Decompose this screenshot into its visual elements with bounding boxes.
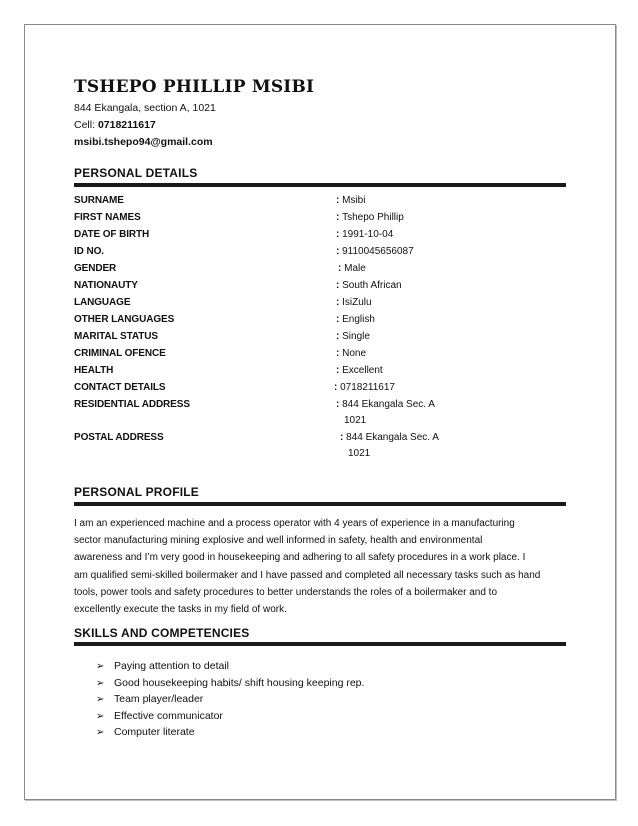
detail-value: [336, 314, 375, 325]
arrow-bullet-icon: ➢: [96, 694, 105, 705]
profile-line: excellently execute the tasks in my field of work.: [74, 604, 287, 615]
colon-separator: :: [336, 212, 343, 223]
detail-value-text: 844 Ekangala Sec. A: [342, 399, 435, 410]
skill-text: Effective communicator: [114, 709, 223, 722]
detail-value: [336, 246, 414, 257]
detail-value-text: Single: [342, 331, 370, 342]
arrow-bullet-icon: ➢: [96, 661, 105, 672]
address-line: 844 Ekangala, section A, 1021: [74, 102, 216, 114]
profile-line: tools, power tools and safety procedures to better understands the roles of a boilermaker and to: [74, 586, 498, 598]
detail-row: [74, 246, 566, 263]
cell-label: Cell:: [74, 119, 96, 131]
colon-separator: :: [336, 195, 343, 206]
arrow-bullet-icon: ➢: [96, 727, 105, 738]
detail-label: HEALTH: [74, 365, 114, 376]
detail-label: OTHER LANGUAGES: [74, 314, 175, 325]
detail-value-text: Male: [344, 263, 366, 274]
colon-separator: :: [336, 399, 343, 410]
detail-value: [336, 331, 370, 342]
detail-row: [74, 280, 566, 297]
arrow-bullet-icon: ➢: [96, 677, 105, 689]
detail-value-text: Tshepo Phillip: [342, 212, 404, 223]
detail-value-continuation: 1021: [348, 448, 371, 459]
skill-item: [96, 726, 195, 738]
detail-label: SURNAME: [74, 195, 124, 206]
detail-value-text: 0718211617: [340, 382, 395, 393]
colon-separator: :: [336, 331, 343, 342]
detail-row: [74, 365, 566, 382]
detail-value: [336, 348, 366, 359]
detail-row: [74, 399, 566, 426]
detail-value-text: None: [342, 348, 367, 359]
colon-separator: :: [340, 432, 347, 443]
detail-label: MARITAL STATUS: [74, 331, 158, 342]
email-link[interactable]: msibi.tshepo94@gmail.com: [74, 136, 213, 148]
detail-value: [336, 280, 402, 291]
detail-value-text: 844 Ekangala Sec. A: [346, 432, 439, 443]
skill-text: Team player/leader: [114, 693, 204, 705]
arrow-bullet-icon: ➢: [96, 710, 105, 722]
cell-number: 0718211617: [97, 119, 156, 131]
skill-text: Paying attention to detail: [114, 660, 229, 672]
detail-label: ID NO.: [74, 246, 104, 257]
colon-separator: :: [336, 314, 343, 325]
detail-value-text: English: [342, 314, 375, 325]
profile-line: am qualified semi-skilled boilermaker and I have passed and completed all necessary tasks such as hand: [74, 569, 541, 581]
detail-label: FIRST NAMES: [74, 212, 141, 223]
skill-item: [96, 710, 223, 722]
personal-profile-heading: PERSONAL PROFILE: [74, 485, 199, 499]
detail-label: POSTAL ADDRESS: [74, 432, 164, 443]
colon-separator: :: [336, 280, 343, 291]
section-divider: [74, 642, 566, 646]
skill-item: [96, 693, 203, 705]
profile-line: I am an experienced machine and a process operator with 4 years of experience in a manufacturing: [74, 518, 515, 529]
skill-text: Good housekeeping habits/ shift housing keeping rep.: [114, 676, 365, 689]
colon-separator: :: [336, 229, 343, 240]
colon-separator: :: [336, 297, 343, 308]
detail-value-text: South African: [342, 280, 402, 291]
detail-label: CONTACT DETAILS: [74, 382, 166, 393]
detail-label: NATIONAUTY: [74, 280, 138, 291]
detail-row: [74, 229, 566, 246]
detail-value: [336, 212, 404, 223]
detail-value-text: 1991-10-04: [342, 229, 394, 240]
detail-value: [336, 399, 435, 410]
detail-value: [336, 195, 365, 206]
detail-value-continuation: 1021: [344, 415, 367, 426]
detail-label: RESIDENTIAL ADDRESS: [74, 399, 190, 410]
personal-details-heading: PERSONAL DETAILS: [74, 166, 198, 180]
detail-row: [74, 432, 566, 459]
detail-row: [74, 314, 566, 331]
profile-line: sector manufacturing mining explosive and well informed in safety, health and environmental: [74, 535, 483, 547]
detail-row: [74, 195, 566, 212]
detail-value-text: 9110045656087: [342, 246, 414, 257]
detail-value: [338, 263, 366, 274]
colon-separator: :: [336, 348, 343, 359]
colon-separator: :: [334, 382, 341, 393]
section-divider: [74, 183, 566, 187]
detail-value-text: Msibi: [342, 195, 366, 206]
detail-label: LANGUAGE: [74, 297, 131, 308]
detail-value-text: IsiZulu: [342, 297, 372, 308]
colon-separator: :: [336, 365, 343, 376]
profile-line: awareness and I’m very good in housekeeping and adhering to all safety procedures in a work place. I: [74, 552, 526, 564]
skill-text: Computer literate: [114, 726, 195, 738]
detail-row: [74, 382, 566, 399]
detail-value: [336, 297, 372, 308]
detail-row: [74, 212, 566, 229]
detail-row: [74, 263, 566, 280]
section-divider: [74, 502, 566, 506]
detail-value: [340, 432, 439, 443]
candidate-name: TSHEPO PHILLIP MSIBI: [74, 77, 315, 97]
skill-item: [96, 660, 229, 672]
skills-heading: SKILLS AND COMPETENCIES: [74, 626, 250, 640]
detail-row: [74, 331, 566, 348]
colon-separator: :: [338, 263, 345, 274]
detail-value: [334, 382, 395, 393]
detail-row: [74, 297, 566, 314]
detail-value: [336, 365, 383, 376]
detail-label: CRIMINAL OFENCE: [74, 348, 166, 359]
detail-label: GENDER: [74, 263, 117, 274]
detail-value: [336, 229, 393, 240]
detail-value-text: Excellent: [342, 365, 383, 376]
detail-label: DATE OF BIRTH: [74, 229, 150, 240]
skill-item: [96, 677, 364, 689]
cell-line: [74, 119, 156, 131]
detail-row: [74, 348, 566, 365]
colon-separator: :: [336, 246, 343, 257]
